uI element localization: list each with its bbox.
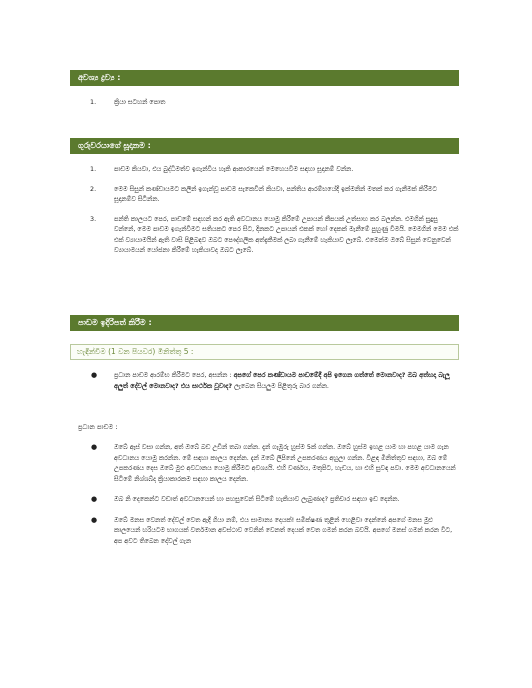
intro-tail-text: ලැබෙන සියලුම පිළිතුරු බාර ගන්න. xyxy=(232,381,329,390)
list-number: 2. xyxy=(90,184,97,193)
bullet-icon: ● xyxy=(91,443,98,451)
list-item xyxy=(70,515,459,547)
list-item xyxy=(70,164,459,175)
bullet-icon: ● xyxy=(91,495,98,503)
materials-list xyxy=(70,97,459,117)
list-text: මෙම සිසුන් කණ්ඩායමට කලින් ඉගැන්වූ පාඩම සැකෙවින් කියවා, පන්තිය ආරම්භයේදී ඉක්මනින් මතක් කර ගැනීමක් කිරීමට සූදානම්ව සිටින්න. xyxy=(114,184,437,203)
section-header-lesson-presentation xyxy=(70,315,459,331)
main-lesson-label: ප්‍රධාන පාඩම : xyxy=(78,423,118,431)
list-text: පන්ති කාලයට පෙර, පාඩමේ සඳහන් කර ඇති අවධානය යොමු කිරීමේ උපායන් කීපයක් උත්සාහ කර බලන්න. එමගින් සුදුසු වන්නේ, මෙම පාඩම ඉගැන්වීමට සතියකට පෙර සිට, දිනකට උපායන් එකක් හෝ දෙකක් මැනීමේ පුහුණු වීමයි. මෙමගින් මෙම එක් එක් ව්‍යායාමයින් ඇති වාසි පිළිබඳව ඔබට පෞද්ගලික අත්දැකීමක් ලබා ගැනීමේ හැකියාව ලැබේ. එමෙන්ම ඔබේ සිසුන් වෙනුවෙන් ව්‍යායාමයන් යෝජනා කිරීමේ හැකියාවද ඔබට ලැබේ. xyxy=(114,214,459,254)
intro-bold-question: අපගේ පෙර කණ්ඩායම පාඩමේදී අපි ඉගෙන ගත්තේ මොනවාද? ඔබ අත්හදා බැලූ අලුත් දේවල් මොනවාද? එය සාර්ථක වූවාද? xyxy=(114,371,450,390)
list-item xyxy=(70,442,459,484)
bullet-icon: ● xyxy=(91,371,98,379)
section-header-teacher-preparation xyxy=(70,138,459,154)
section-header-materials xyxy=(70,70,459,86)
list-item xyxy=(70,494,459,505)
section-title: ගුරුවරයාගේ සූදානම : xyxy=(78,141,151,150)
section-title: අවශ්‍ය ද්‍රව්‍ය : xyxy=(78,73,121,82)
preparation-list xyxy=(70,164,459,265)
intro-label: හැඳින්වීම (1 වන පියවර) මිනිත්තු 5 : xyxy=(77,347,194,356)
list-item xyxy=(70,97,459,108)
list-number: 1. xyxy=(90,98,97,106)
list-item xyxy=(70,184,459,205)
list-text: ඔබේ ඇස් වසා ගන්න, අත් ඔබේ බඩ උඩින් තබා ගන්න. දැන් ගැඹුරු හුස්ම 5ක් ගන්න. ඔබේ හුස්ම ඉහළ යාම හා පහළ යාම ගැන අවධානය යොමු කරන්න. මේ සඳහා කාලය දෙන්න. දැන් ඔබේ ලිපිනේ උපකරණය අහුලා ගන්න. විළඳ මිනිත්තුව සඳහා, ඔබ මේ උපකරණය දෙස ඔබේ මුළු අවධානය යොමු කිරීමට අවශ්‍යයි. එහි වර්ණය, මතුපිට, හැඩය, හා එහි සුවඳ පවා. මෙම අවධානයෙන් සිටීමේ නිශ්ශබ්ද ක්‍රියාකාරකම සඳහා කාලය දෙන්න. xyxy=(114,443,456,483)
list-text: ක්‍රියා සටහන් පොත xyxy=(114,98,166,106)
bullet-icon: ● xyxy=(91,515,98,524)
intro-step-label xyxy=(70,344,459,360)
list-number: 3. xyxy=(90,214,97,223)
intro-bullet-list xyxy=(70,370,459,401)
main-lesson-bullets xyxy=(70,442,459,556)
list-item xyxy=(70,214,459,256)
list-item xyxy=(70,370,459,391)
list-number: 1. xyxy=(90,165,97,173)
list-text: පාඩම කියවා, එය බුද්ධිමත්ව ඉගැන්විය හැකි ආකාරයෙන් මෙහෙයවීම සඳහා සූදානම් වන්න. xyxy=(114,165,354,173)
list-text: ඔබේ මනස වෙනත් දේවල් වෙත ඇදී ගියා නම්, එය සාමාන්‍ය දෙයක්! සමීක්ෂණ තුළින් හෙළිවා දෙන්නේ අපගේ මනස මුළු කාලයෙන් හරියටම භාගයක් වර්තමාන අවස්ථාව වෙනින් වෙනත් දෙයක් වෙත ගමන් කරන බවයි. අපගේ මනස් ගමන් කරන විට, අප අවට තිබෙන දේවල් ගැන xyxy=(114,515,453,545)
section-title: පාඩම ඉදිරිපත් කිරීම : xyxy=(78,318,152,327)
list-text: ඔබ නි දෙකෙන්ට වඩාත් අවධානයෙන් හා පහසුවෙන් සිටීමේ හැකියාව ලැබුණාද? ප්‍රතිචාර සඳහා ඉඩ දෙන්න. xyxy=(114,495,400,503)
intro-plain-text: ප්‍රධාන පාඩම ආරම්භ කිරීමට පෙර, අසන්න : xyxy=(114,371,234,379)
